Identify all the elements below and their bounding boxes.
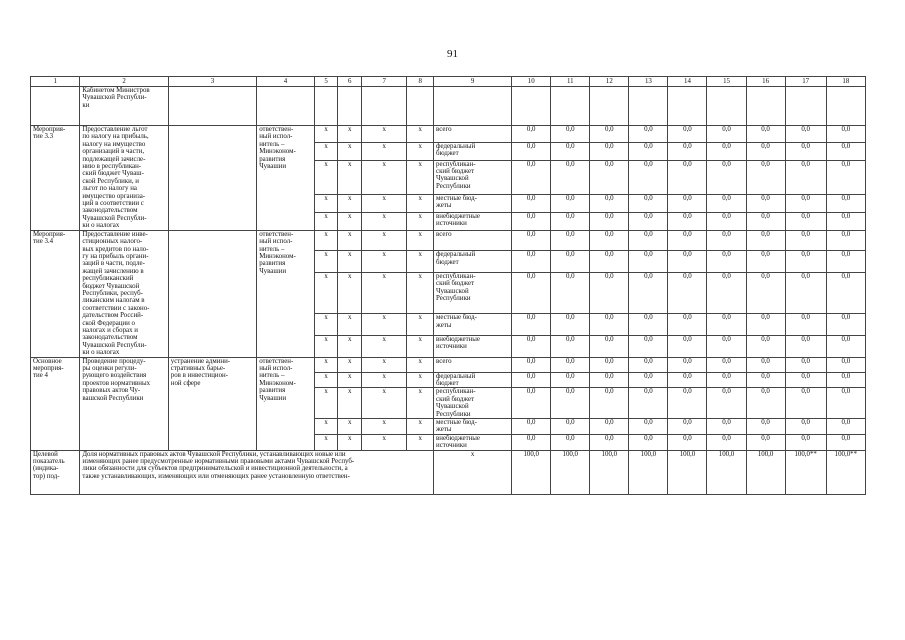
indicator-value: 100,0 (746, 450, 785, 494)
measure-number: Мероприя- тие 3.4 (31, 230, 80, 357)
code-cell: x (407, 272, 434, 314)
value-cell: 0,0 (826, 142, 865, 160)
value-cell: 0,0 (512, 142, 551, 160)
indicator-value: 100,0 (512, 450, 551, 494)
funding-source: внебюджетные источники (434, 212, 512, 230)
value-cell: 0,0 (668, 314, 707, 336)
value-cell: 0,0 (590, 419, 629, 435)
code-cell: x (362, 251, 407, 273)
value-cell: 0,0 (707, 126, 746, 143)
header-cell: 5 (314, 77, 338, 87)
value-cell: 0,0 (668, 336, 707, 358)
value-cell: 0,0 (785, 142, 826, 160)
value-cell: 0,0 (512, 434, 551, 450)
code-cell: x (407, 126, 434, 143)
code-cell: x (314, 314, 338, 336)
value-cell: 0,0 (590, 372, 629, 388)
value-cell: 0,0 (668, 357, 707, 372)
empty-cell (257, 87, 315, 126)
code-cell: x (407, 336, 434, 358)
value-cell: 0,0 (707, 230, 746, 250)
table-row (31, 230, 866, 250)
header-cell: 15 (707, 77, 746, 87)
value-cell: 0,0 (785, 372, 826, 388)
code-cell: x (407, 195, 434, 213)
code-cell: x (362, 372, 407, 388)
code-cell: x (362, 388, 407, 419)
value-cell: 0,0 (629, 195, 668, 213)
value-cell: 0,0 (707, 142, 746, 160)
measure-number: Мероприя- тие 3.3 (31, 126, 80, 231)
value-cell: 0,0 (629, 160, 668, 194)
header-cell: 17 (785, 77, 826, 87)
value-cell: 0,0 (668, 388, 707, 419)
funding-source: всего (434, 126, 512, 143)
code-cell: x (338, 336, 362, 358)
code-cell: x (407, 160, 434, 194)
value-cell: 0,0 (826, 357, 865, 372)
value-cell: 0,0 (785, 195, 826, 213)
code-cell: x (362, 434, 407, 450)
value-cell: 0,0 (826, 388, 865, 419)
funding-source: федеральный бюджет (434, 251, 512, 273)
code-cell: x (362, 419, 407, 435)
indicator-value: 100,0 (707, 450, 746, 494)
value-cell: 0,0 (785, 272, 826, 314)
value-cell: 0,0 (629, 388, 668, 419)
code-cell: x (407, 142, 434, 160)
value-cell: 0,0 (512, 126, 551, 143)
header-cell: 18 (826, 77, 865, 87)
value-cell: 0,0 (512, 336, 551, 358)
code-cell: x (362, 230, 407, 250)
value-cell: 0,0 (512, 230, 551, 250)
funding-source: федеральный бюджет (434, 372, 512, 388)
value-cell: 0,0 (629, 419, 668, 435)
code-cell: x (314, 230, 338, 250)
empty-cell (707, 87, 746, 126)
indicator-value: 100,0** (785, 450, 826, 494)
value-cell: 0,0 (551, 272, 590, 314)
code-cell: x (362, 126, 407, 143)
code-cell: x (338, 230, 362, 250)
header-row (31, 77, 866, 87)
value-cell: 0,0 (746, 419, 785, 435)
code-cell: x (362, 336, 407, 358)
value-cell: 0,0 (668, 419, 707, 435)
value-cell: 0,0 (590, 251, 629, 273)
value-cell: 0,0 (629, 314, 668, 336)
measure-name: Предоставление инве- стиционных налого- вых кредитов по нало- гу на прибыль органи- заций в части, подле- жащей зачислению в республиканский бюджет Чувашской Республики, респуб- ликанским налогам в соответствии с законо- дательством Россий- ской Федерации о налогах и сборах и законодательством Чувашской Республи- ки о налогах (80, 230, 168, 357)
responsible-executor: ответствен- ный испол- нитель – Минэконом- развития Чувашии (257, 126, 315, 231)
value-cell: 0,0 (629, 212, 668, 230)
empty-cell (168, 87, 256, 126)
code-cell: x (314, 388, 338, 419)
value-cell: 0,0 (746, 357, 785, 372)
value-cell: 0,0 (826, 372, 865, 388)
code-cell: x (338, 142, 362, 160)
code-cell: x (338, 195, 362, 213)
value-cell: 0,0 (551, 212, 590, 230)
value-cell: 0,0 (746, 272, 785, 314)
value-cell: 0,0 (551, 195, 590, 213)
indicator-unit: х (434, 450, 512, 494)
responsible-executor: ответствен- ный испол- нитель – Минэконом- развития Чувашии (257, 357, 315, 450)
empty-cell (590, 87, 629, 126)
indicator-value: 100,0 (590, 450, 629, 494)
value-cell: 0,0 (746, 336, 785, 358)
value-cell: 0,0 (707, 388, 746, 419)
value-cell: 0,0 (746, 434, 785, 450)
value-cell: 0,0 (668, 372, 707, 388)
measure-name: Предоставление льгот по налогу на прибыль, налогу на имущество организаций в части, подлежащей зачисле- нию в республикан- ский бюджет Чуваш- ской Республики, и льгот по налогу на имущество организа- ций в соответствии с законодательством Чувашской Республи- ки о налогах (80, 126, 168, 231)
value-cell: 0,0 (551, 419, 590, 435)
value-cell: 0,0 (590, 336, 629, 358)
funding-source: местные бюд- жеты (434, 314, 512, 336)
code-cell: x (362, 357, 407, 372)
header-cell: 14 (668, 77, 707, 87)
code-cell: x (314, 160, 338, 194)
value-cell: 0,0 (826, 336, 865, 358)
empty-cell (362, 87, 407, 126)
code-cell: x (338, 434, 362, 450)
value-cell: 0,0 (551, 142, 590, 160)
table-row (31, 87, 866, 126)
code-cell: x (407, 357, 434, 372)
value-cell: 0,0 (707, 251, 746, 273)
value-cell: 0,0 (668, 126, 707, 143)
code-cell: x (338, 126, 362, 143)
value-cell: 0,0 (512, 195, 551, 213)
funding-source: местные бюд- жеты (434, 195, 512, 213)
code-cell: x (338, 272, 362, 314)
value-cell: 0,0 (707, 357, 746, 372)
header-cell: 2 (80, 77, 168, 87)
budget-table (30, 76, 866, 495)
value-cell: 0,0 (512, 251, 551, 273)
code-cell: x (407, 251, 434, 273)
funding-source: республикан- ский бюджет Чувашской Республики (434, 388, 512, 419)
code-cell: x (407, 372, 434, 388)
code-cell: x (407, 314, 434, 336)
measure-goal: устранение админи- стративных барье- ров в инвестицион- ной сфере (168, 357, 256, 450)
code-cell: x (407, 212, 434, 230)
indicator-label: Целевой показатель (индика- тор) под- (31, 450, 80, 494)
value-cell: 0,0 (826, 160, 865, 194)
measure-goal (168, 126, 256, 231)
code-cell: x (314, 195, 338, 213)
code-cell: x (362, 314, 407, 336)
table-row (31, 126, 866, 143)
value-cell: 0,0 (590, 160, 629, 194)
funding-source: федеральный бюджет (434, 142, 512, 160)
code-cell: x (362, 212, 407, 230)
value-cell: 0,0 (590, 195, 629, 213)
value-cell: 0,0 (826, 251, 865, 273)
code-cell: x (314, 357, 338, 372)
value-cell: 0,0 (590, 142, 629, 160)
indicator-row (31, 450, 866, 494)
value-cell: 0,0 (668, 160, 707, 194)
value-cell: 0,0 (551, 434, 590, 450)
funding-source: внебюджетные источники (434, 336, 512, 358)
value-cell: 0,0 (668, 142, 707, 160)
value-cell: 0,0 (512, 160, 551, 194)
value-cell: 0,0 (785, 419, 826, 435)
code-cell: x (362, 160, 407, 194)
measure-goal (168, 230, 256, 357)
value-cell: 0,0 (785, 336, 826, 358)
value-cell: 0,0 (785, 230, 826, 250)
indicator-value: 100,0** (826, 450, 865, 494)
empty-cell (512, 87, 551, 126)
indicator-value: 100,0 (551, 450, 590, 494)
header-cell: 4 (257, 77, 315, 87)
empty-cell (434, 87, 512, 126)
value-cell: 0,0 (707, 314, 746, 336)
value-cell: 0,0 (629, 434, 668, 450)
value-cell: 0,0 (707, 434, 746, 450)
value-cell: 0,0 (826, 195, 865, 213)
code-cell: x (338, 419, 362, 435)
value-cell: 0,0 (707, 419, 746, 435)
funding-source: внебюджетные источники (434, 434, 512, 450)
code-cell: x (314, 212, 338, 230)
value-cell: 0,0 (785, 126, 826, 143)
indicator-value: 100,0 (668, 450, 707, 494)
value-cell: 0,0 (785, 388, 826, 419)
measure-number: Основное мероприя- тие 4 (31, 357, 80, 450)
value-cell: 0,0 (746, 195, 785, 213)
value-cell: 0,0 (590, 434, 629, 450)
value-cell: 0,0 (668, 251, 707, 273)
value-cell: 0,0 (746, 230, 785, 250)
value-cell: 0,0 (826, 230, 865, 250)
value-cell: 0,0 (826, 434, 865, 450)
indicator-text: Доля нормативных правовых актов Чувашской Республики, устанавливающих новые или изменяющих ранее предусмотренные нормативными правовыми актами Чувашской Респуб- лики обязанности для субъектов предпринимательской и инвестиционной деятельности, а также устанавливающих, изменяющих или отменяющих ранее установленную ответствен- (80, 450, 434, 494)
value-cell: 0,0 (512, 357, 551, 372)
value-cell: 0,0 (512, 272, 551, 314)
value-cell: 0,0 (551, 357, 590, 372)
header-cell: 6 (338, 77, 362, 87)
empty-cell (668, 87, 707, 126)
funding-source: всего (434, 230, 512, 250)
code-cell: x (362, 195, 407, 213)
code-cell: x (314, 272, 338, 314)
value-cell: 0,0 (668, 212, 707, 230)
code-cell: x (407, 419, 434, 435)
funding-source: республикан- ский бюджет Чувашской Республики (434, 272, 512, 314)
value-cell: 0,0 (629, 357, 668, 372)
code-cell: x (338, 160, 362, 194)
header-cell: 7 (362, 77, 407, 87)
value-cell: 0,0 (629, 142, 668, 160)
value-cell: 0,0 (551, 336, 590, 358)
code-cell: x (338, 372, 362, 388)
header-cell: 1 (31, 77, 80, 87)
value-cell: 0,0 (512, 314, 551, 336)
code-cell: x (314, 126, 338, 143)
empty-cell (746, 87, 785, 126)
value-cell: 0,0 (785, 314, 826, 336)
value-cell: 0,0 (551, 388, 590, 419)
value-cell: 0,0 (826, 419, 865, 435)
empty-cell (826, 87, 865, 126)
header-cell: 10 (512, 77, 551, 87)
value-cell: 0,0 (629, 272, 668, 314)
value-cell: 0,0 (746, 372, 785, 388)
page-number: 91 (447, 48, 458, 60)
code-cell: x (338, 388, 362, 419)
value-cell: 0,0 (746, 314, 785, 336)
value-cell: 0,0 (668, 434, 707, 450)
value-cell: 0,0 (551, 230, 590, 250)
empty-cell (629, 87, 668, 126)
empty-cell (338, 87, 362, 126)
code-cell: x (314, 142, 338, 160)
value-cell: 0,0 (590, 314, 629, 336)
value-cell: 0,0 (551, 160, 590, 194)
value-cell: 0,0 (746, 388, 785, 419)
value-cell: 0,0 (590, 272, 629, 314)
executor-cell: Кабинетом Министров Чувашской Республи- ки (80, 87, 168, 126)
value-cell: 0,0 (826, 126, 865, 143)
code-cell: x (407, 388, 434, 419)
code-cell: x (362, 142, 407, 160)
code-cell: x (314, 372, 338, 388)
value-cell: 0,0 (668, 195, 707, 213)
value-cell: 0,0 (629, 126, 668, 143)
value-cell: 0,0 (590, 388, 629, 419)
value-cell: 0,0 (785, 357, 826, 372)
empty-cell (31, 87, 80, 126)
header-cell: 3 (168, 77, 256, 87)
indicator-value: 100,0 (629, 450, 668, 494)
empty-cell (314, 87, 338, 126)
header-cell: 12 (590, 77, 629, 87)
value-cell: 0,0 (826, 212, 865, 230)
value-cell: 0,0 (707, 272, 746, 314)
value-cell: 0,0 (707, 336, 746, 358)
code-cell: x (407, 230, 434, 250)
funding-source: местные бюд- жеты (434, 419, 512, 435)
responsible-executor: ответствен- ный испол- нитель – Минэконом- развития Чувашии (257, 230, 315, 357)
value-cell: 0,0 (746, 142, 785, 160)
header-cell: 13 (629, 77, 668, 87)
value-cell: 0,0 (512, 372, 551, 388)
value-cell: 0,0 (707, 160, 746, 194)
value-cell: 0,0 (785, 212, 826, 230)
value-cell: 0,0 (629, 336, 668, 358)
value-cell: 0,0 (707, 372, 746, 388)
header-cell: 8 (407, 77, 434, 87)
value-cell: 0,0 (512, 388, 551, 419)
value-cell: 0,0 (746, 251, 785, 273)
value-cell: 0,0 (512, 419, 551, 435)
value-cell: 0,0 (590, 126, 629, 143)
value-cell: 0,0 (590, 357, 629, 372)
value-cell: 0,0 (746, 126, 785, 143)
funding-source: республикан- ский бюджет Чувашской Республики (434, 160, 512, 194)
code-cell: x (314, 336, 338, 358)
empty-cell (407, 87, 434, 126)
header-cell: 9 (434, 77, 512, 87)
value-cell: 0,0 (590, 230, 629, 250)
value-cell: 0,0 (590, 212, 629, 230)
code-cell: x (407, 434, 434, 450)
value-cell: 0,0 (707, 195, 746, 213)
header-cell: 11 (551, 77, 590, 87)
value-cell: 0,0 (785, 434, 826, 450)
code-cell: x (314, 419, 338, 435)
value-cell: 0,0 (826, 314, 865, 336)
value-cell: 0,0 (707, 212, 746, 230)
value-cell: 0,0 (551, 314, 590, 336)
value-cell: 0,0 (629, 372, 668, 388)
empty-cell (551, 87, 590, 126)
code-cell: x (362, 272, 407, 314)
value-cell: 0,0 (785, 160, 826, 194)
value-cell: 0,0 (785, 251, 826, 273)
code-cell: x (314, 251, 338, 273)
value-cell: 0,0 (746, 160, 785, 194)
value-cell: 0,0 (629, 230, 668, 250)
code-cell: x (338, 251, 362, 273)
header-cell: 16 (746, 77, 785, 87)
value-cell: 0,0 (826, 272, 865, 314)
value-cell: 0,0 (668, 272, 707, 314)
value-cell: 0,0 (551, 372, 590, 388)
value-cell: 0,0 (746, 212, 785, 230)
value-cell: 0,0 (668, 230, 707, 250)
measure-name: Проведение процеду- ры оценки регули- рующего воздействия проектов нормативных правовых актов Чу- вашской Республики (80, 357, 168, 450)
empty-cell (785, 87, 826, 126)
table-row (31, 357, 866, 372)
code-cell: x (338, 212, 362, 230)
value-cell: 0,0 (551, 251, 590, 273)
funding-source: всего (434, 357, 512, 372)
code-cell: x (314, 434, 338, 450)
value-cell: 0,0 (551, 126, 590, 143)
code-cell: x (338, 314, 362, 336)
code-cell: x (338, 357, 362, 372)
value-cell: 0,0 (512, 212, 551, 230)
value-cell: 0,0 (629, 251, 668, 273)
